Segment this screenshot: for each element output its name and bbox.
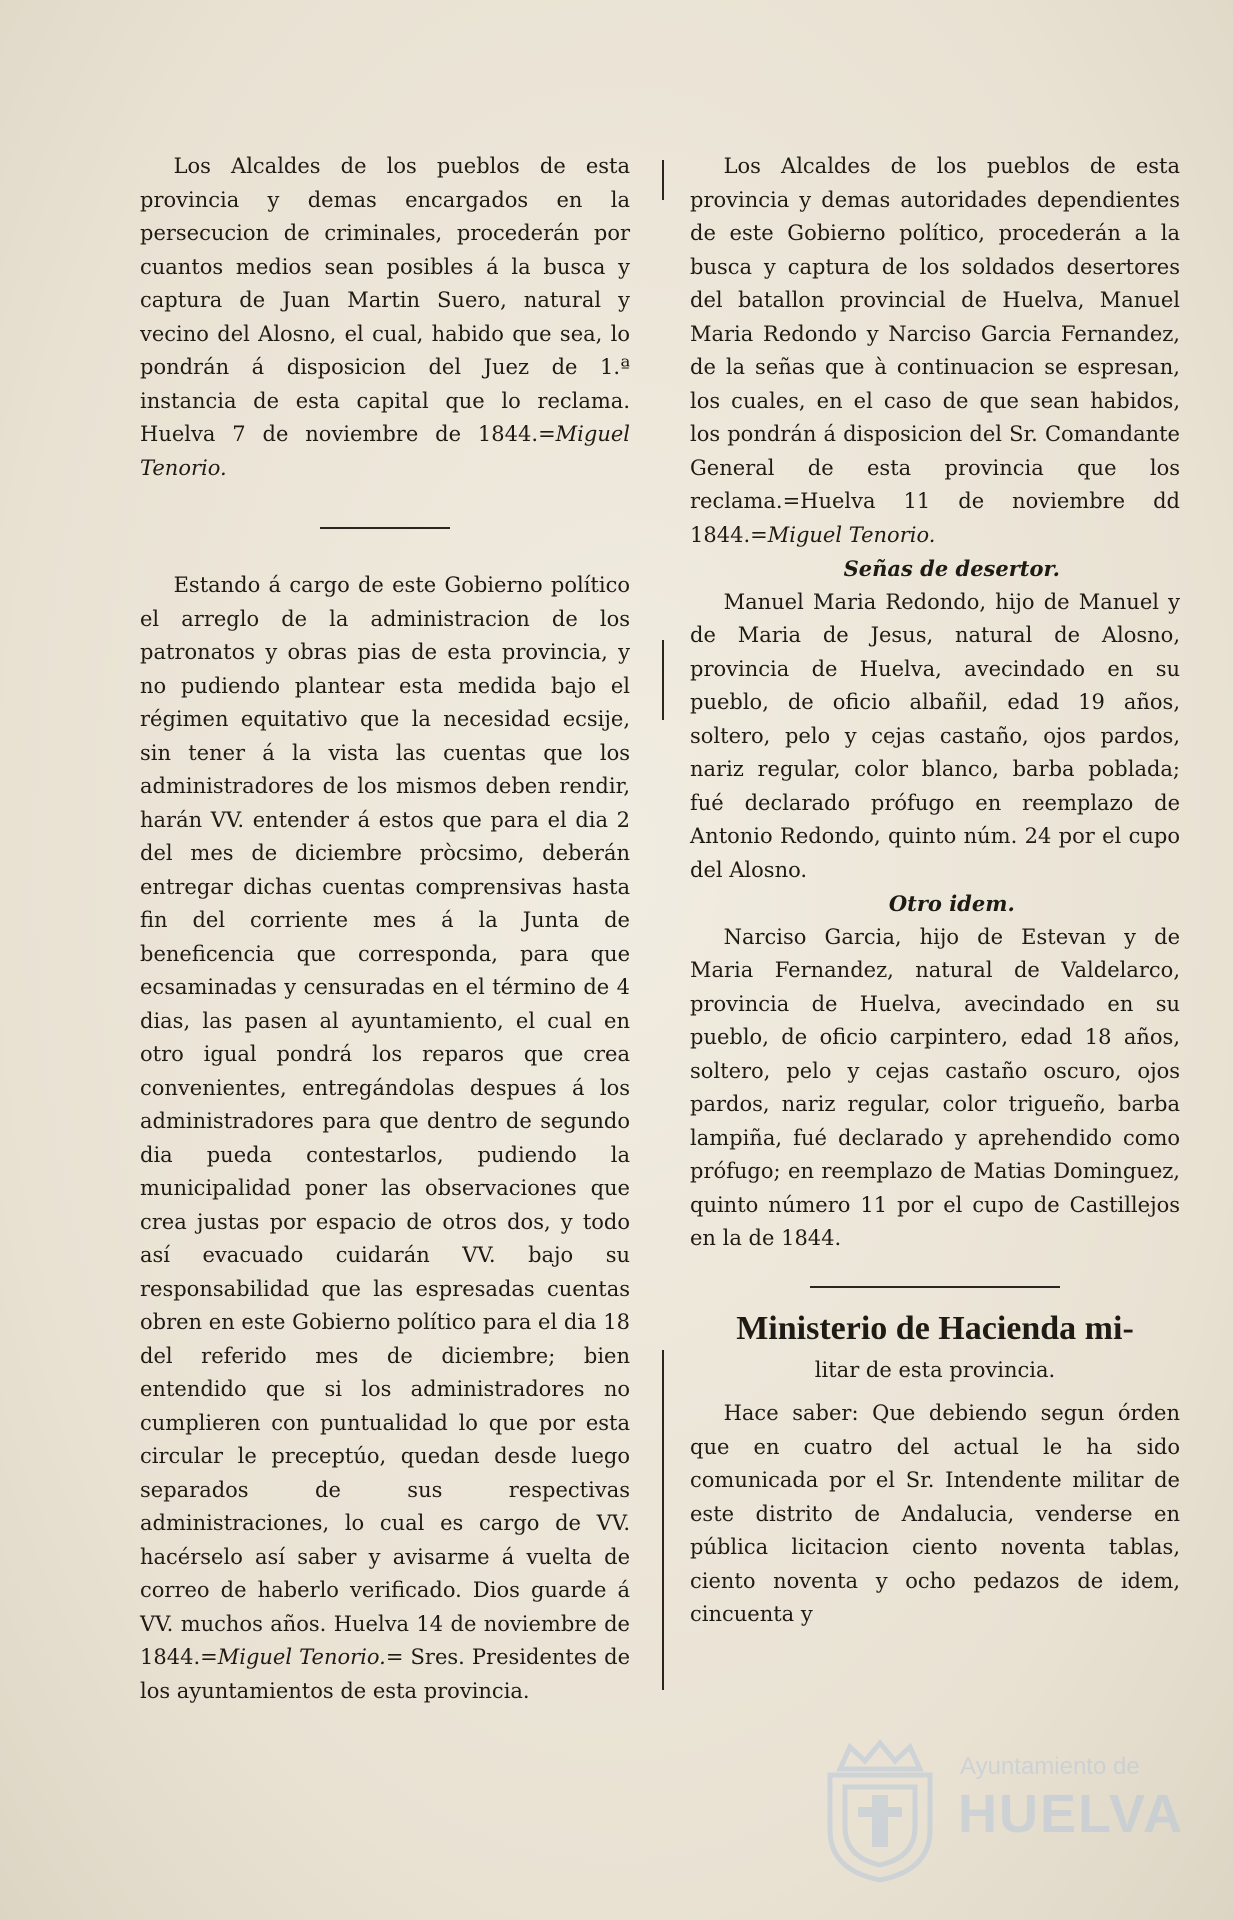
signature: =Miguel Tenorio.= xyxy=(200,1645,404,1669)
signature: =Miguel Tenorio. xyxy=(140,422,630,480)
notice-text: Los Alcaldes de los pueblos de esta provincia y demas autoridades dependientes de este Gobierno político, procederán a la busca y captura de los soldados desertores del batallon provincial de Huelva, Manuel Maria Redondo y Narciso Garcia Fernandez, de la señas que à continuacion se espresan, los cuales, en el caso de que sean habidos, los pondrán á disposicion del Sr. Comandante General de esta provincia que los reclama.=Huelva 11 de noviembre dd 1844. xyxy=(690,154,1180,547)
deserter-description-redondo: Manuel Maria Redondo, hijo de Manuel y de Maria de Jesus, natural de Alosno, provincia de Huelva, avecindado en su pueblo, de oficio albañil, edad 19 años, soltero, pelo y cejas castaño, ojos pardos, nariz regular, color blanco, barba poblada; fué declarado prófugo en reemplazo de Antonio Redondo, quinto núm. 24 por el cupo del Alosno. xyxy=(690,589,1180,882)
separator-rule xyxy=(320,527,450,529)
watermark xyxy=(820,1735,1184,1885)
watermark-line2: HUELVA xyxy=(958,1784,1184,1844)
separator-rule xyxy=(810,1286,1060,1288)
circular-patronatos xyxy=(140,569,630,1708)
hacienda-notice: Hace saber: Que debiendo segun órden que en cuatro del actual le ha sido comunicada por el Sr. Intendente militar de este distrito de Andalucia, venderse en pública licitacion ciento noventa tablas, ciento noventa y ocho pedazos de idem, cincuenta y xyxy=(690,1401,1180,1626)
section-title: Ministerio de Hacienda mi- xyxy=(736,1309,1134,1347)
section-subtitle: litar de esta provincia. xyxy=(814,1357,1056,1382)
column-divider xyxy=(662,1350,664,1690)
coat-of-arms-icon xyxy=(820,1735,940,1885)
left-column xyxy=(140,150,630,1708)
notice-deserters xyxy=(690,150,1180,552)
addressees: Sres. Presidentes de los ayuntamientos de esta provincia. xyxy=(140,1645,630,1703)
notice-capture-juan-martin xyxy=(140,150,630,485)
subhead-senas-desertor: Señas de desertor. xyxy=(843,556,1060,581)
watermark-line1: Ayuntamiento de xyxy=(960,1753,1140,1780)
signature: =Miguel Tenorio. xyxy=(750,522,936,547)
deserter-description-garcia: Narciso Garcia, hijo de Estevan y de Maria Fernandez, natural de Valdelarco, provincia de Huelva, avecindado en su pueblo, de oficio carpintero, edad 18 años, soltero, pelo y cejas castaño oscuro, ojos pardos, nariz regular, color trigueño, barba lampiña, fué declarado y aprehendido como prófugo; en reemplazo de Matias Dominguez, quinto número 11 por el cupo de Castillejos en la de 1844. xyxy=(690,924,1180,1250)
right-column xyxy=(690,150,1180,1632)
column-divider xyxy=(662,160,664,200)
notice-text: Los Alcaldes de los pueblos de esta provincia y demas encargados en la persecucion de criminales, procederán por cuantos medios sean posibles á la busca y captura de Juan Martin Suero, natural y vecino del Alosno, el cual, habido que sea, lo pondrán á disposicion del Juez de 1.ª instancia de esta capital que lo reclama. Huelva 7 de noviembre de 1844. xyxy=(140,154,630,446)
subhead-otro-idem: Otro idem. xyxy=(888,891,1015,916)
column-divider xyxy=(662,640,664,720)
circular-text: Estando á cargo de este Gobierno político el arreglo de la administracion de los patronatos y obras pias de esta provincia, y no pudiendo plantear esta medida bajo el régimen equitativo que la necesidad ecsije, sin tener á la vista las cuentas que los administradores de los mismos deben rendir, harán VV. entender á estos que para el dia 2 del mes de diciembre pròcsimo, deberán entregar dichas cuentas comprensivas hasta fin del corriente mes á la Junta de beneficencia que corresponda, para que ecsaminadas y censuradas en el término de 4 dias, las pasen al ayuntamiento, el cual en otro igual pondrá los reparos que crea convenientes, entregándolas despues á los administradores para que dentro de segundo dia pueda contestarlos, pudiendo la municipalidad poner las observaciones que crea justas por espacio de otros dos, y todo así evacuado cuidarán VV. bajo su responsabilidad que las espresadas cuentas obren en este Gobierno político para el dia 18 del referido mes de diciembre; bien entendido que si los administradores no cumplieren con puntualidad lo que por esta circular le preceptúo, quedan desde luego separados de sus respectivas administraciones, lo cual es cargo de VV. hacérselo así saber y avisarme á vuelta de correo de haberlo verificado. Dios guarde á VV. muchos años. Huelva 14 de noviembre de 1844. xyxy=(140,573,630,1669)
